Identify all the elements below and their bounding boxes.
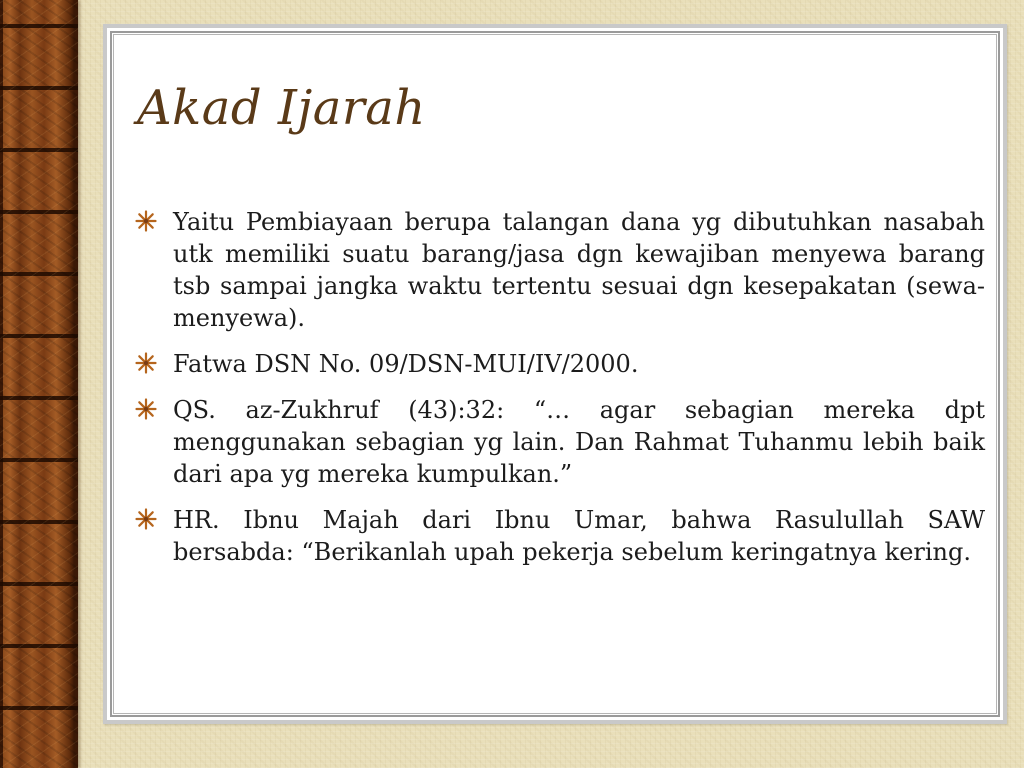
slide-title: Akad Ijarah xyxy=(137,80,426,136)
bullet-text: Fatwa DSN No. 09/DSN-MUI/IV/2000. xyxy=(173,350,639,378)
starburst-icon xyxy=(135,352,157,374)
bullet-text: HR. Ibnu Majah dari Ibnu Umar, bahwa Rasulullah SAW bersabda: “Berikanlah upah pekerja sebelum keringatnya kering. xyxy=(173,506,985,566)
list-item xyxy=(133,394,985,490)
bullet-text: QS. az-Zukhruf (43):32: “… agar sebagian mereka dpt menggunakan sebagian yg lain. Dan Rahmat Tuhanmu lebih baik dari apa yg mereka kumpulkan.” xyxy=(173,396,985,488)
list-item xyxy=(133,206,985,334)
slide-card xyxy=(103,24,1007,724)
starburst-icon xyxy=(135,398,157,420)
bullet-text: Yaitu Pembiayaan berupa talangan dana yg dibutuhkan nasabah utk memiliki suatu barang/jasa dgn kewajiban menyewa barang tsb sampai jangka waktu tertentu sesuai dgn kesepakatan (sewa-menyewa). xyxy=(173,208,985,332)
list-item xyxy=(133,348,985,380)
decorative-wood-strip xyxy=(0,0,78,768)
list-item xyxy=(133,504,985,568)
bullet-list xyxy=(133,206,985,582)
starburst-icon xyxy=(135,508,157,530)
starburst-icon xyxy=(135,210,157,232)
